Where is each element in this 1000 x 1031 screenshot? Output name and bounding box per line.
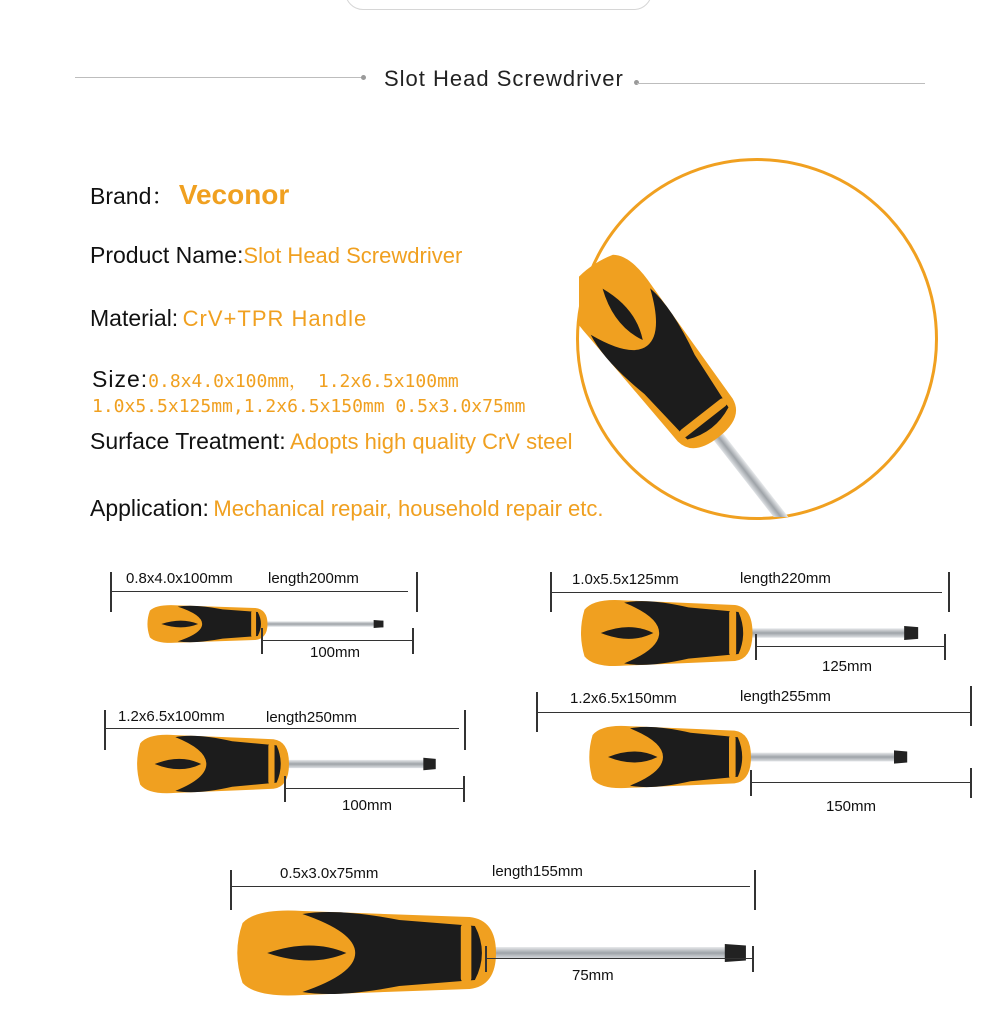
spec-brand xyxy=(90,178,289,211)
product-1-shaft: 100mm xyxy=(310,644,361,661)
spec-surface-treatment xyxy=(90,428,573,455)
product-1-image xyxy=(120,600,420,650)
product-card-1 xyxy=(110,560,430,670)
product-photo-circle xyxy=(576,158,938,520)
product-2-length: length220mm xyxy=(740,570,831,587)
title-divider-right xyxy=(637,83,925,84)
product-4-size: 1.2x6.5x150mm xyxy=(570,690,677,707)
spec-material xyxy=(90,305,367,332)
product-5-image xyxy=(232,908,760,998)
size-line-1: 0.8x4.0x100mm， 1.2x6.5x100mm xyxy=(148,371,459,392)
product-1-size: 0.8x4.0x100mm xyxy=(126,570,233,587)
product-2-size: 1.0x5.5x125mm xyxy=(572,571,679,588)
top-tab-frame xyxy=(345,0,652,10)
spec-product-name xyxy=(90,242,462,269)
product-4-length: length255mm xyxy=(740,688,831,705)
product-1-length: length200mm xyxy=(268,570,359,587)
size-label: Size: xyxy=(92,366,149,392)
product-card-5 xyxy=(230,858,760,998)
spec-application xyxy=(90,495,604,522)
section-title: Slot Head Screwdriver xyxy=(384,66,624,91)
product-3-length: length250mm xyxy=(266,709,357,726)
surface-label: Surface Treatment: xyxy=(90,428,286,454)
title-divider-left xyxy=(75,77,363,78)
product-card-2 xyxy=(550,562,960,682)
surface-value: Adopts high quality CrV steel xyxy=(290,429,573,454)
product-name-label: Product Name: xyxy=(90,242,244,268)
application-value: Mechanical repair, household repair etc. xyxy=(213,496,604,521)
material-value: CrV+TPR Handle xyxy=(182,306,368,331)
product-3-shaft: 100mm xyxy=(342,797,393,814)
material-label: Material: xyxy=(90,305,179,331)
application-label: Application: xyxy=(90,495,209,521)
product-5-length: length155mm xyxy=(492,863,583,880)
product-2-shaft: 125mm xyxy=(822,658,873,675)
product-2-image xyxy=(555,598,950,668)
product-name-value: Slot Head Screwdriver xyxy=(243,243,463,268)
product-4-shaft: 150mm xyxy=(826,798,877,815)
screwdriver-diagonal-image xyxy=(579,161,935,517)
size-line-2: 1.0x5.5x125mm,1.2x6.5x150mm 0.5x3.0x75mm xyxy=(92,396,526,417)
product-3-size: 1.2x6.5x100mm xyxy=(118,708,225,725)
brand-value: Veconor xyxy=(178,179,290,210)
product-3-image xyxy=(109,733,469,795)
title-divider-left-dot xyxy=(361,75,366,80)
brand-label: Brand： xyxy=(90,183,175,209)
product-card-4 xyxy=(536,684,976,824)
product-5-shaft: 75mm xyxy=(572,967,614,984)
spec-size xyxy=(92,366,459,393)
product-5-size: 0.5x3.0x75mm xyxy=(280,865,379,882)
product-card-3 xyxy=(104,700,474,820)
